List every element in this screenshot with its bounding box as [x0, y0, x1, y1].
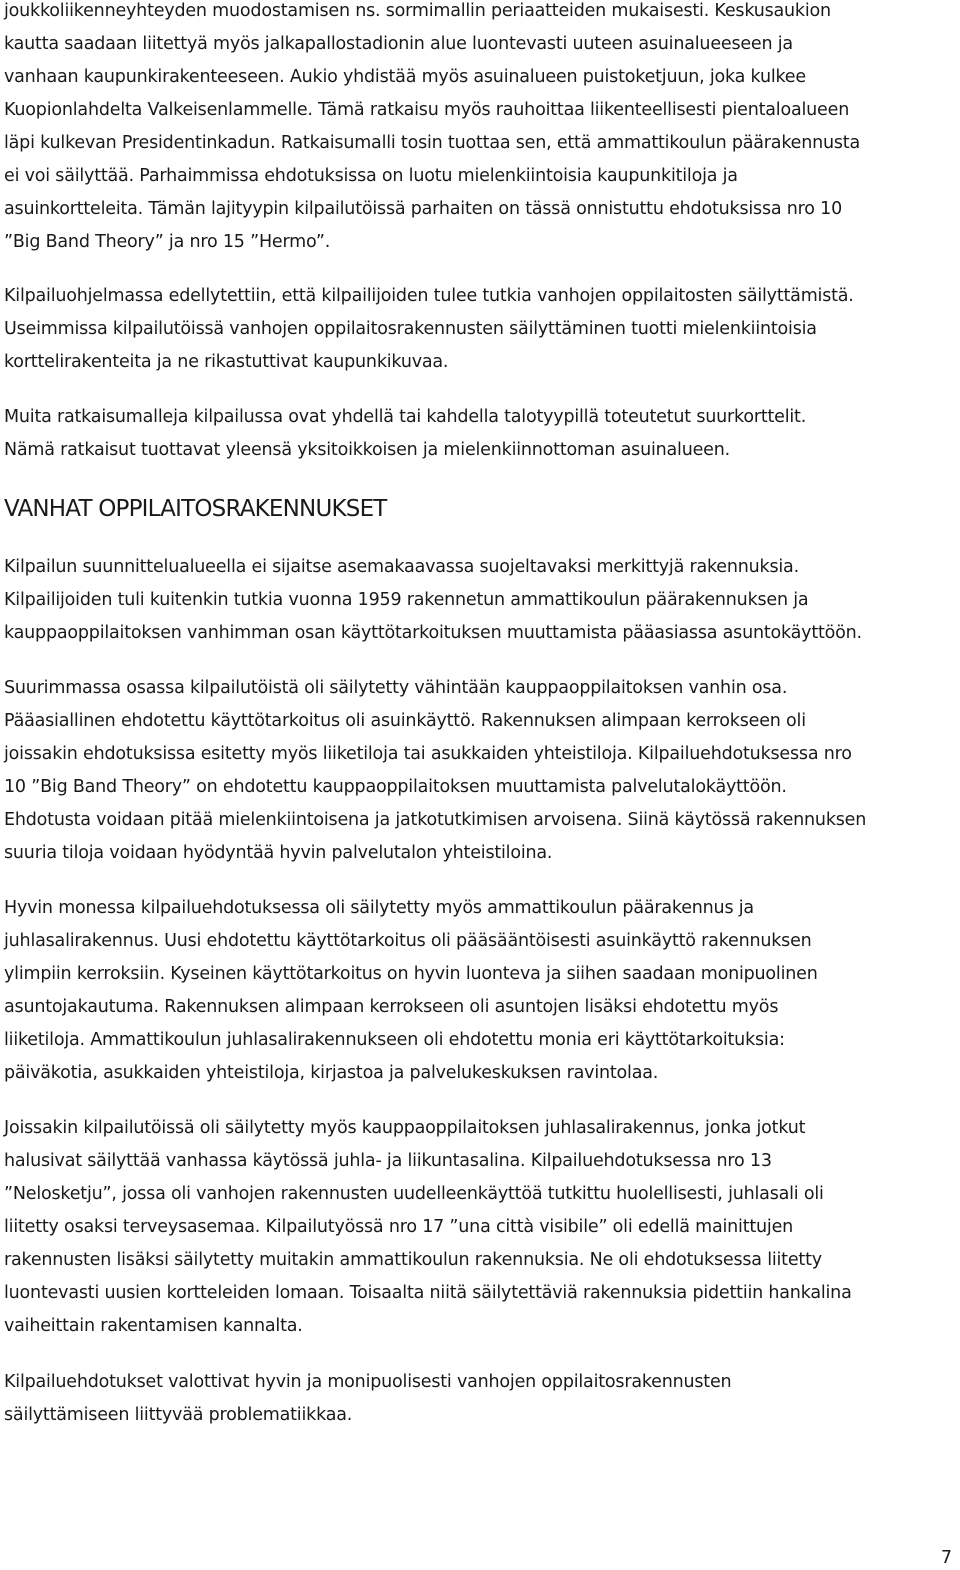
text-line: halusivat säilyttää vanhassa käytössä juhla- ja liikuntasalina. Kilpailuehdotuksessa nro 13 — [4, 1151, 772, 1171]
text-line: päiväkotia, asukkaiden yhteistiloja, kirjastoa ja palvelukeskuksen ravintolaa. — [4, 1063, 659, 1083]
text-line: suuria tiloja voidaan hyödyntää hyvin palvelutalon yhteistiloina. — [4, 843, 553, 863]
text-line: Joissakin kilpailutöissä oli säilytetty myös kauppaoppilaitoksen juhlasalirakennus, jonka jotkut — [4, 1118, 806, 1138]
text-line: Kilpailijoiden tuli kuitenkin tutkia vuonna 1959 rakennetun ammattikoulun päärakennuksen ja — [4, 590, 809, 610]
text-line: Useimmissa kilpailutöissä vanhojen oppilaitosrakennusten säilyttäminen tuotti mielenkiintoisia — [4, 319, 817, 339]
text-line: Ehdotusta voidaan pitää mielenkiintoisena ja jatkotutkimisen arvoisena. Siinä käytössä rakennuksen — [4, 810, 867, 830]
text-line: Kilpailuehdotukset valottivat hyvin ja monipuolisesti vanhojen oppilaitosrakennusten — [4, 1372, 732, 1392]
text-line: ylimpiin kerroksiin. Kyseinen käyttötarkoitus on hyvin luonteva ja siihen saadaan monipuolinen — [4, 964, 818, 984]
text-line: vanhaan kaupunkirakenteeseen. Aukio yhdistää myös asuinalueen puistoketjuun, joka kulkee — [4, 67, 806, 87]
text-line: Pääasiallinen ehdotettu käyttötarkoitus oli asuinkäyttö. Rakennuksen alimpaan kerrokseen oli — [4, 711, 806, 731]
text-line: asuntojakautuma. Rakennuksen alimpaan kerrokseen oli asuntojen lisäksi ehdotettu myös — [4, 997, 779, 1017]
text-line: ”Nelosketju”, jossa oli vanhojen rakennusten uudelleenkäyttöä tutkittu huolellisesti, juhlasali oli — [4, 1184, 824, 1204]
section-heading: VANHAT OPPILAITOSRAKENNUKSET — [4, 496, 387, 522]
text-line: vaiheittain rakentamisen kannalta. — [4, 1316, 303, 1336]
text-line: joukkoliikenneyhteyden muodostamisen ns. sormimallin periaatteiden mukaisesti. Keskusaukion — [4, 1, 831, 21]
text-line: asuinkortteleita. Tämän lajityypin kilpailutöissä parhaiten on tässä onnistuttu ehdotuksissa nro 10 — [4, 199, 842, 219]
text-line: kautta saadaan liitettyä myös jalkapallostadionin alue luontevasti uuteen asuinalueeseen ja — [4, 34, 793, 54]
text-line: Nämä ratkaisut tuottavat yleensä yksitoikkoisen ja mielenkiinnottoman asuinalueen. — [4, 440, 730, 460]
text-line: ”Big Band Theory” ja nro 15 ”Hermo”. — [4, 232, 331, 252]
text-line: 10 ”Big Band Theory” on ehdotettu kauppaoppilaitoksen muuttamista palvelutalokäyttöön. — [4, 777, 787, 797]
text-line: ei voi säilyttää. Parhaimmissa ehdotuksissa on luotu mielenkiintoisia kaupunkitiloja ja — [4, 166, 738, 186]
text-line: liiketiloja. Ammattikoulun juhlasalirakennukseen oli ehdotettu monia eri käyttötarkoituksia: — [4, 1030, 785, 1050]
text-line: korttelirakenteita ja ne rikastuttivat kaupunkikuvaa. — [4, 352, 449, 372]
text-line: Muita ratkaisumalleja kilpailussa ovat yhdellä tai kahdella talotyypillä toteutetut suurkorttelit. — [4, 407, 807, 427]
text-line: Kilpailun suunnittelualueella ei sijaitse asemakaavassa suojeltavaksi merkittyjä rakennuksia. — [4, 557, 799, 577]
text-line: luontevasti uusien kortteleiden lomaan. Toisaalta niitä säilytettäviä rakennuksia pidettiin hankalina — [4, 1283, 852, 1303]
text-line: Kuopionlahdelta Valkeisenlammelle. Tämä ratkaisu myös rauhoittaa liikenteellisesti pientaloalueen — [4, 100, 850, 120]
text-line: liitetty osaksi terveysasemaa. Kilpailutyössä nro 17 ”una città visibile” oli edellä mainittujen — [4, 1217, 794, 1237]
text-line: juhlasalirakennus. Uusi ehdotettu käyttötarkoitus oli pääsääntöisesti asuinkäyttö rakennuksen — [4, 931, 812, 951]
text-line: kauppaoppilaitoksen vanhimman osan käyttötarkoituksen muuttamista pääasiassa asuntokäyttöön. — [4, 623, 862, 643]
text-line: Kilpailuohjelmassa edellytettiin, että kilpailijoiden tulee tutkia vanhojen oppilaitosten säilyttämistä. — [4, 286, 854, 306]
text-line: läpi kulkevan Presidentinkadun. Ratkaisumalli tosin tuottaa sen, että ammattikoulun päärakennusta — [4, 133, 860, 153]
text-line: joissakin ehdotuksissa esitetty myös liiketiloja tai asukkaiden yhteistiloja. Kilpailuehdotuksessa nro — [4, 744, 852, 764]
text-line: Hyvin monessa kilpailuehdotuksessa oli säilytetty myös ammattikoulun päärakennus ja — [4, 898, 754, 918]
text-line: Suurimmassa osassa kilpailutöistä oli säilytetty vähintään kauppaoppilaitoksen vanhin osa. — [4, 678, 788, 698]
page-number: 7 — [940, 1548, 952, 1568]
text-line: säilyttämiseen liittyvää problematiikkaa. — [4, 1405, 353, 1425]
text-line: rakennusten lisäksi säilytetty muitakin ammattikoulun rakennuksia. Ne oli ehdotuksessa liitetty — [4, 1250, 822, 1270]
